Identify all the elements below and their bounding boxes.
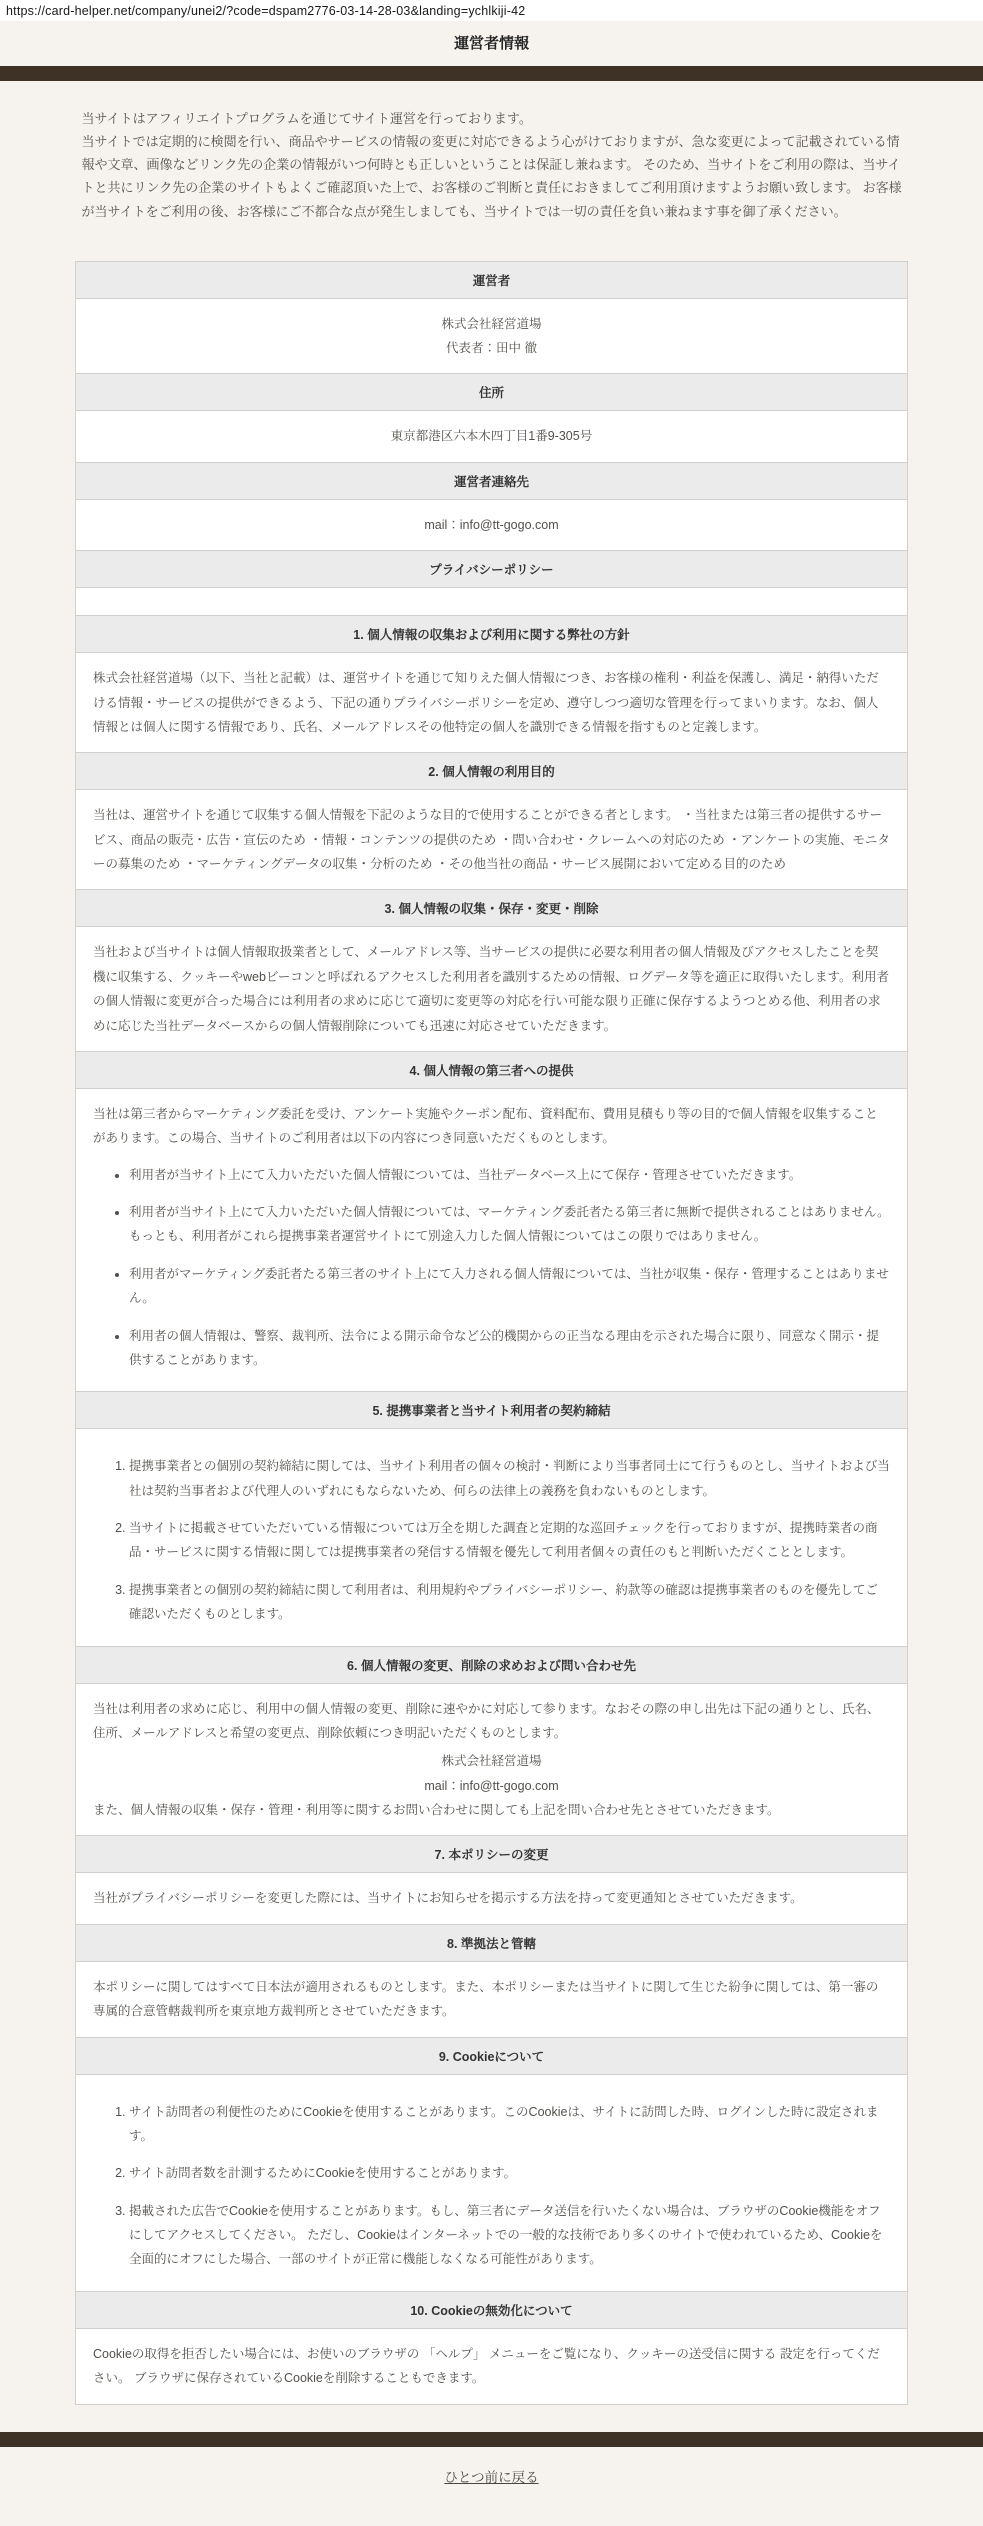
section-header: 運営者連絡先 (76, 462, 908, 499)
intro-text (82, 107, 912, 223)
section-header: 6. 個人情報の変更、削除の求めおよび問い合わせ先 (76, 1646, 908, 1683)
section-content (76, 2074, 908, 2291)
bullet-list (93, 1163, 890, 1373)
section-header: 住所 (76, 374, 908, 411)
section-header: 10. Cookieの無効化について (76, 2291, 908, 2328)
list-item: 3. 提携事業者との個別の契約締結に関して利用者は、利用規約やプライバシーポリシー、約款等の確認は提携事業者のものを優先してご確認いただくものとします。 (129, 1578, 890, 1627)
section-content (76, 499, 908, 550)
section-content (76, 588, 908, 616)
section-header: 4. 個人情報の第三者への提供 (76, 1051, 908, 1088)
section-paragraph: Cookieの取得を拒否したい場合には、お使いのブラウザの 「ヘルプ」 メニューをご覧になり、クッキーの送受信に関する 設定を行ってください。 ブラウザに保存されているCookieを削除することもできます。 (93, 2346, 880, 2386)
intro-line-1: 当サイトはアフィリエイトプログラムを通じてサイト運営を行っております。 (81, 111, 532, 126)
section-paragraph: mail：info@tt-gogo.com (424, 517, 559, 532)
section-content (76, 1088, 908, 1391)
list-item: • 利用者が当サイト上にて入力いただいた個人情報については、当社データベース上にて保存・管理させていただきます。 (129, 1163, 890, 1187)
masthead (0, 21, 983, 66)
section-paragraph: 当社は利用者の求めに応じ、利用中の個人情報の変更、削除に速やかに対応して参ります。なおその際の申し出先は下記の通りとし、氏名、住所、メールアドレスと希望の変更点、削除依頼につき明記いただくものとします。 (93, 1701, 880, 1740)
section-header: 3. 個人情報の収集・保存・変更・削除 (76, 890, 908, 927)
section-content (76, 411, 908, 462)
numbered-list (93, 1454, 890, 1626)
section-header: 2. 個人情報の利用目的 (76, 753, 908, 790)
section-content (76, 790, 908, 890)
section-paragraph: 本ポリシーに関してはすべて日本法が適用されるものとします。また、本ポリシーまたは当サイトに関して生じた紛争に関しては、第一審の専属的合意管轄裁判所を東京地方裁判所とさせていただきます。 (93, 1979, 879, 2019)
numbered-list (93, 2100, 890, 2272)
info-table-body (76, 261, 908, 2404)
section-content (76, 2328, 908, 2404)
section-content (76, 1429, 908, 1646)
page-title: 運営者情報 (453, 35, 529, 52)
page-url: https://card-helper.net/company/unei2/?code=dspam2776-03-14-28-03&landing=ychlkiji-42 (6, 4, 526, 18)
section-paragraph: 当社がプライバシーポリシーを変更した際には、当サイトにお知らせを掲示する方法を持って変更通知とさせていただきます。 (93, 1891, 803, 1906)
section-content (76, 1961, 908, 2037)
back-link[interactable]: ひとつ前に戻る (444, 2469, 539, 2485)
section-header: 9. Cookieについて (76, 2037, 908, 2074)
footer (0, 2447, 983, 2492)
list-item: 2. サイト訪問者数を計測するためにCookieを使用することがあります。 (129, 2161, 890, 2185)
section-content (76, 927, 908, 1052)
list-item: 1. サイト訪問者の利便性のためにCookieを使用することがあります。このCookieは、サイトに訪問した時、ログインした時に設定されます。 (129, 2100, 890, 2149)
section-header: 5. 提携事業者と当サイト利用者の契約締結 (76, 1392, 908, 1429)
list-item: 2. 当サイトに掲載させていただいている情報については万全を期した調査と定期的な巡回チェックを行っておりますが、提携時業者の商品・サービスに関する情報に関しては提携事業者の発信する情報を優先して利用者個々の責任のもと判断いただくこととします。 (129, 1516, 890, 1565)
section-paragraph: 当社および当サイトは個人情報取扱業者として、メールアドレス等、当サービスの提供に必要な利用者の個人情報及びアクセスしたことを契機に収集する、クッキーやwebビーコンと呼ばれるアクセスした利用者を識別するための情報、ログデータ等を適正に取得いたします。利用者の個人情報に変更が合った場合には利用者の求めに応じて適切に変更等の対応を行い可能な限り正確に保存するようつとめる他、利用者の求めに応じた当社データベースからの個人情報削除についても迅速に対応させていただきます。 (93, 945, 890, 1033)
section-header: プライバシーポリシー (76, 551, 908, 588)
operator-info-table (75, 261, 908, 2405)
section-content (76, 653, 908, 753)
section-content (76, 1683, 908, 1836)
section-paragraph: また、個人情報の収集・保存・管理・利用等に関するお問い合わせに関しても上記を問い合わせ先とさせていただきます。 (93, 1803, 780, 1817)
list-item: • 利用者がマーケティング委託者たる第三者のサイト上にて入力される個人情報については、当社が収集・保存・管理することはありません。 (129, 1262, 890, 1311)
intro-line-2: 当サイトでは定期的に検閲を行い、商品やサービスの情報の変更に対応できるよう心がけておりますが、急な変更によって記載されている情報や文章、画像などリンク先の企業の情報がいつ何時とも正しいということは保証し兼ねます。 そのため、当サイトをご利用の際は、当サイトと共にリンク先の企業のサイトもよくご確認頂いた上で、お客様のご判断と責任におきましてご利用頂けますようお願い致します。 お客様が当サイトをご利用の後、お客様にご不都合な点が発生しましても、当サイトでは一切の責任を負い兼ねます事を御了承ください。 (81, 134, 902, 219)
section-paragraph: 当社は第三者からマーケティング委託を受け、アンケート実施やクーポン配布、資料配布、費用見積もり等の目的で個人情報を収集することがあります。この場合、当サイトのご利用者は以下の内容につき同意いただくものとします。 (93, 1106, 878, 1146)
section-paragraph: 当社は、運営サイトを通じて収集する個人情報を下記のような目的で使用することができる者とします。 ・当社または第三者の提供するサービス、商品の販売・広告・宣伝のため ・情報・コンテンツの提供のため ・問い合わせ・クレームへの対応のため ・アンケートの実施、モニターの募集のため ・マーケティングデータの収集・分析のため ・その他当社の商品・サービス展開において定める目的のため (93, 808, 890, 871)
bottom-accent-bar (0, 2432, 983, 2447)
section-paragraph: 東京都港区六本木四丁目1番9-305号 (390, 429, 593, 444)
section-paragraph: 代表者：田中 徹 (446, 341, 537, 355)
address-bar[interactable] (0, 0, 983, 21)
section-content (76, 298, 908, 374)
section-paragraph: 株式会社経営道場（以下、当社と記載）は、運営サイトを通じて知りえた個人情報につき、お客様の権利・利益を保護し、満足・納得いただける情報・サービスの提供ができるよう、下記の通りプライバシーポリシーを定め、遵守しつつ適切な管理を行ってまいります。なお、個人情報とは個人に関する情報であり、氏名、メールアドレスその他特定の個人を識別できる情報を指すものと定義します。 (93, 671, 879, 734)
section-paragraph: 株式会社経営道場 (441, 1754, 542, 1769)
section-content (76, 1873, 908, 1924)
list-item: 3. 掲載された広告でCookieを使用することがあります。もし、第三者にデータ送信を行いたくない場合は、ブラウザのCookie機能をオフにしてアクセスしてください。 ただし、Cookieはインターネットでの一般的な技術であり多くのサイトで使われているため、Cookieを全面的にオフにした場合、一部のサイトが正常に機能しなくなる可能性があります。 (129, 2199, 890, 2272)
section-header: 運営者 (76, 261, 908, 298)
section-header: 7. 本ポリシーの変更 (76, 1836, 908, 1873)
list-item: 1. 提携事業者との個別の契約締結に関しては、当サイト利用者の個々の検討・判断により当事者同士にて行うものとし、当サイトおよび当社は契約当事者および代理人のいずれにもならないため、何らの法律上の義務を負わないものとします。 (129, 1454, 890, 1503)
top-accent-bar (0, 66, 983, 81)
section-header: 8. 準拠法と管轄 (76, 1924, 908, 1961)
section-paragraph: 株式会社経営道場 (441, 316, 542, 331)
section-paragraph: mail：info@tt-gogo.com (424, 1778, 559, 1793)
main-content (72, 107, 912, 2405)
page-body (0, 21, 983, 2526)
section-header: 1. 個人情報の収集および利用に関する弊社の方針 (76, 616, 908, 653)
list-item: • 利用者が当サイト上にて入力いただいた個人情報については、マーケティング委託者たる第三者に無断で提供されることはありません。もっとも、利用者がこれら提携事業者運営サイトにて別途入力した個人情報についてはこの限りではありません。 (129, 1200, 890, 1249)
list-item: • 利用者の個人情報は、警察、裁判所、法令による開示命令など公的機関からの正当なる理由を示された場合に限り、同意なく開示・提供することがあります。 (129, 1324, 890, 1373)
